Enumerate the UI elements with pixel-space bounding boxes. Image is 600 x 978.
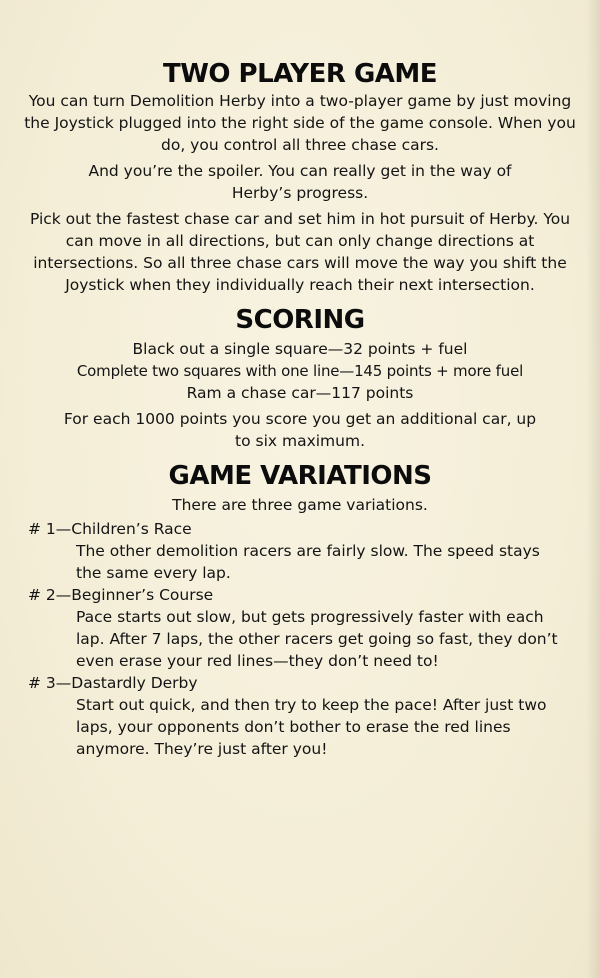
variation-item	[22, 584, 578, 672]
variation-item	[22, 518, 578, 584]
two-player-paragraph-3: Pick out the fastest chase car and set him in hot pursuit of Herby. You can move in all directions, but can only change directions at intersections. So all three chase cars will move the way you shift the Joystick when they individually reach their next intersection.	[29, 210, 571, 294]
two-player-heading: TWO PLAYER GAME	[162, 59, 438, 89]
scoring-line-ram-car: Ram a chase car—117 points	[186, 384, 414, 402]
scoring-bonus: For each 1000 points you score you get an additional car, up to six maximum.	[63, 410, 537, 450]
variation-description: Start out quick, and then try to keep the pace! After just two laps, your opponents don’t bother to erase the red lines anymore. They’re just after you!	[76, 696, 547, 758]
variation-description: The other demolition racers are fairly slow. The speed stays the same every lap.	[76, 542, 540, 582]
variation-description: Pace starts out slow, but gets progressively faster with each lap. After 7 laps, the other racers get going so fast, they don’t even erase your red lines—they don’t need to!	[76, 608, 558, 670]
two-player-paragraph-1: You can turn Demolition Herby into a two-player game by just moving the Joystick plugged into the right side of the game console. When you do, you control all three chase cars.	[24, 92, 576, 154]
scoring-line-two-squares: Complete two squares with one line—145 points + more fuel	[76, 362, 524, 380]
variation-title: # 2—Beginner’s Course	[28, 586, 214, 604]
page-edge-shadow	[586, 0, 600, 978]
page-content	[22, 58, 578, 760]
scoring-heading: SCORING	[235, 305, 365, 335]
variations-heading: GAME VARIATIONS	[168, 461, 432, 491]
variation-title: # 3—Dastardly Derby	[28, 674, 198, 692]
variation-title: # 1—Children’s Race	[28, 520, 192, 538]
variations-intro: There are three game variations.	[172, 496, 428, 514]
scoring-line-single-square: Black out a single square—32 points + fuel	[132, 340, 468, 358]
variation-item	[22, 672, 578, 760]
two-player-paragraph-2: And you’re the spoiler. You can really get in the way of Herby’s progress.	[88, 162, 512, 202]
